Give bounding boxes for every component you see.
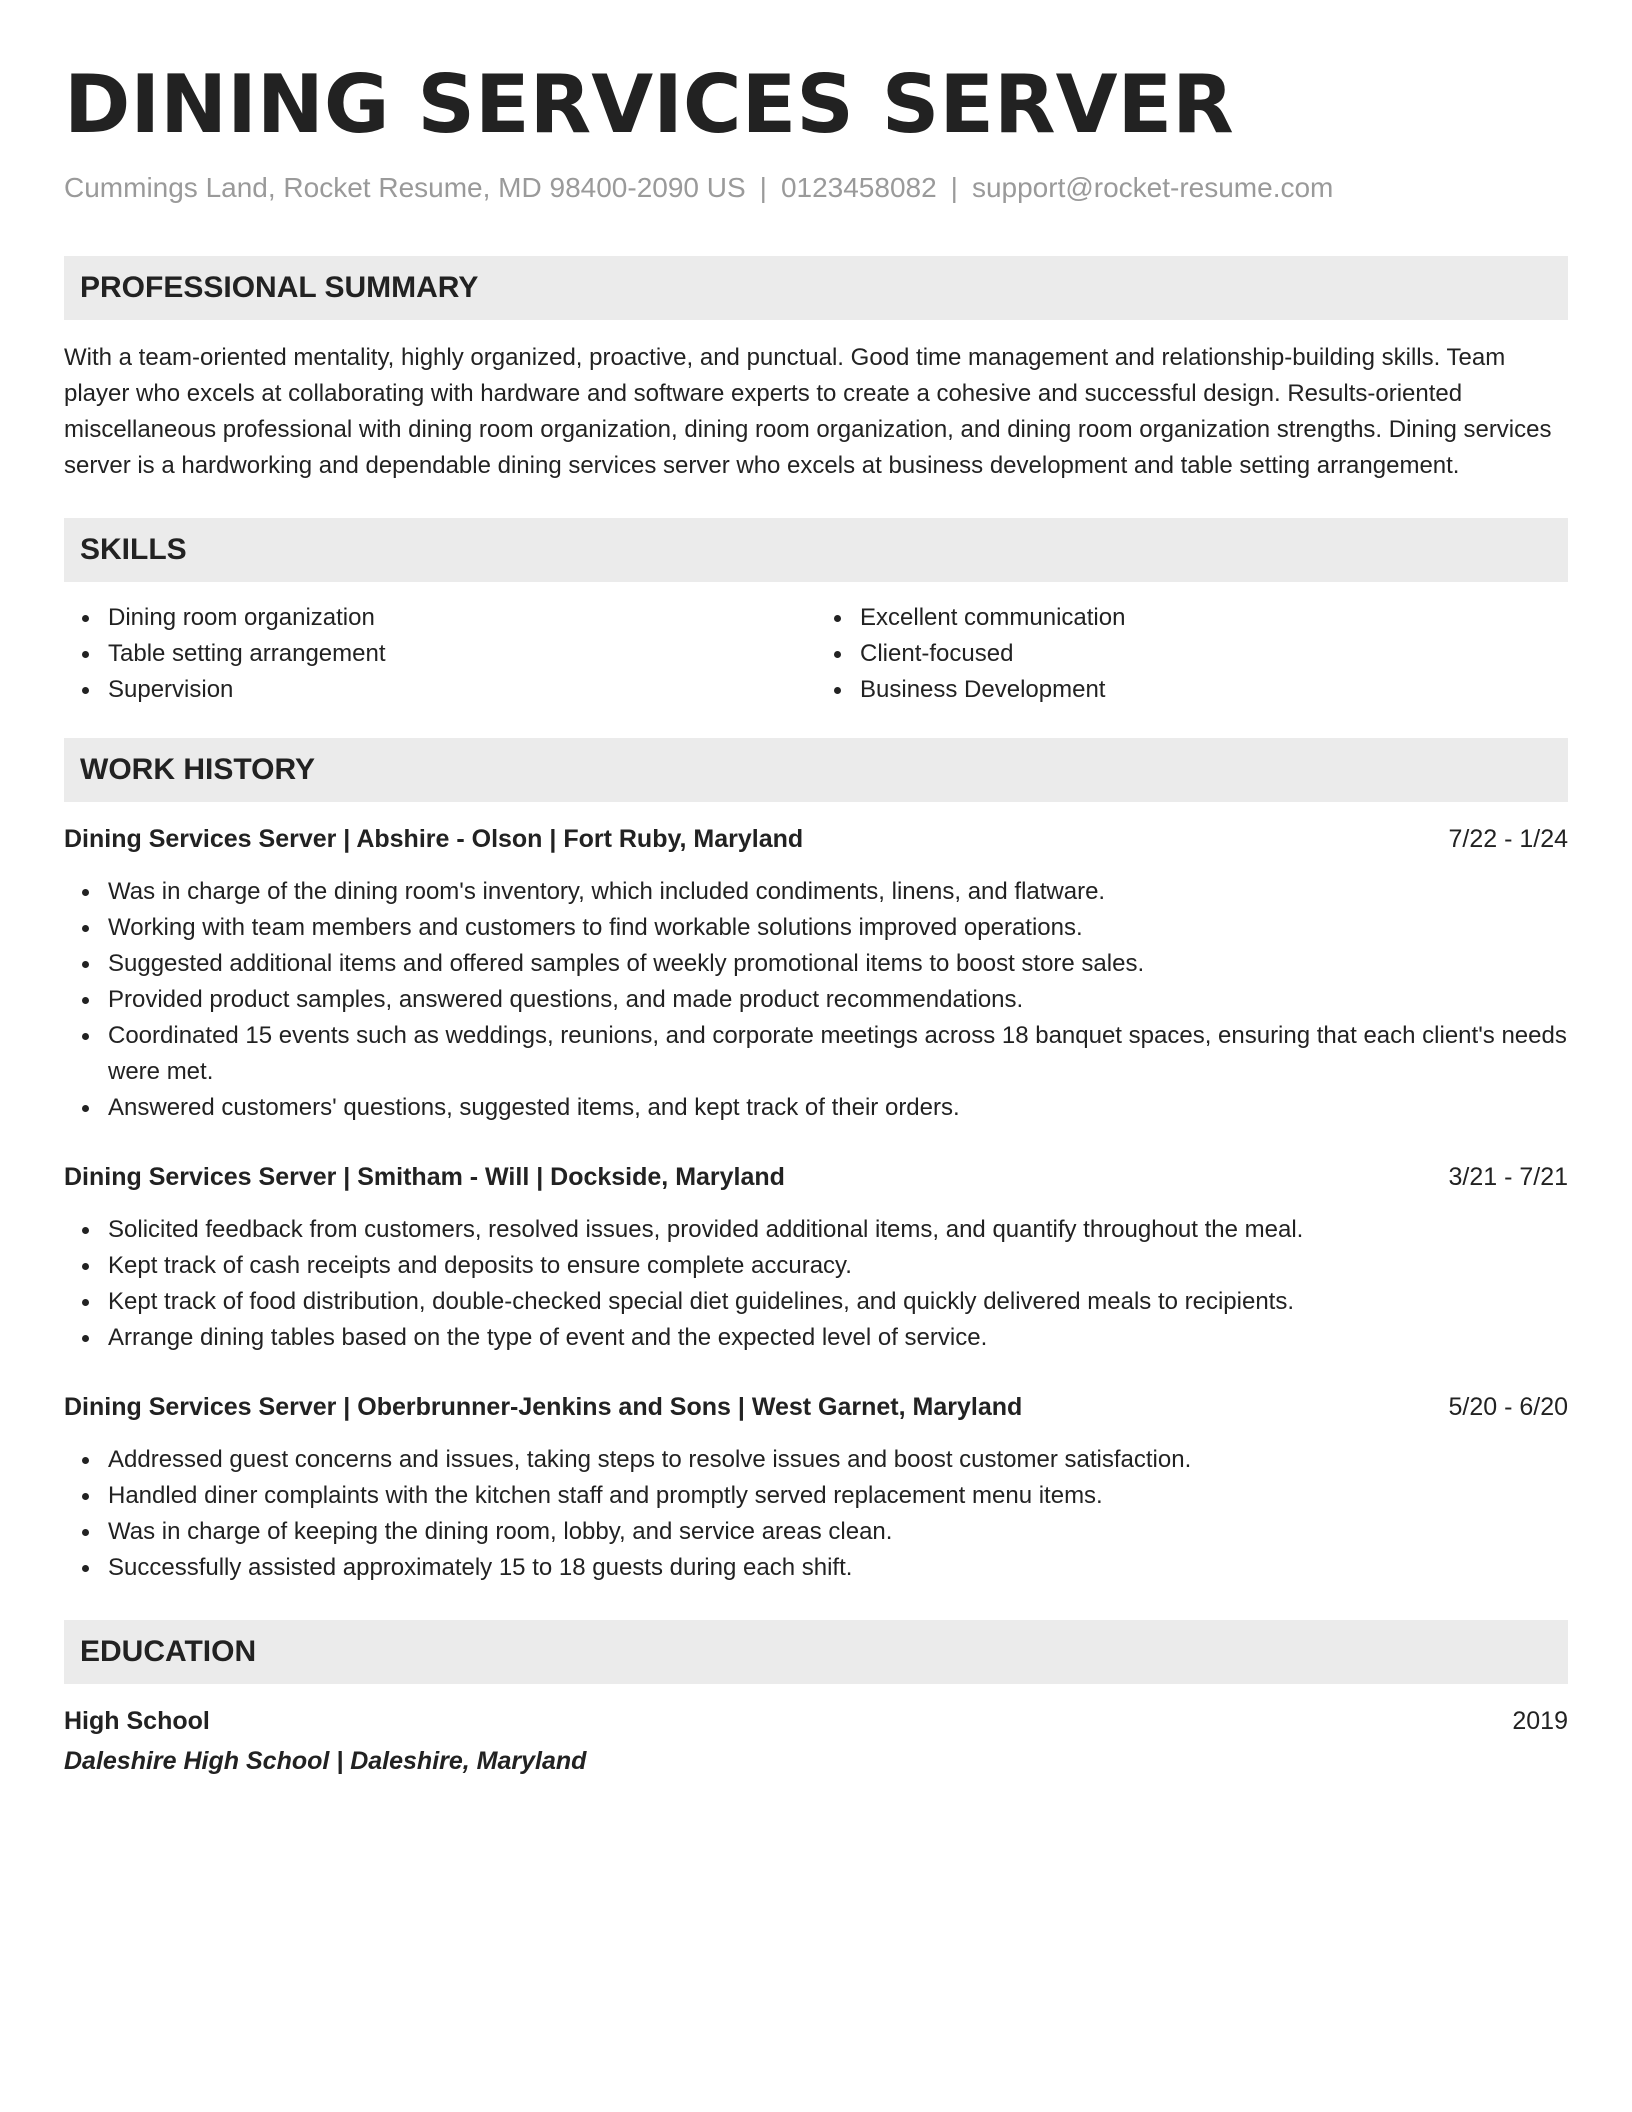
job-header — [64, 1390, 1568, 1424]
job-bullet: Working with team members and customers to find workable solutions improved operations. — [108, 910, 1568, 946]
section-heading-summary: PROFESSIONAL SUMMARY — [64, 256, 1568, 320]
job-bullet: Coordinated 15 events such as weddings, reunions, and corporate meetings across 18 banquet spaces, ensuring that each client's needs were met. — [108, 1018, 1568, 1090]
job-entry — [64, 822, 1568, 1126]
job-title: Dining Services Server | Oberbrunner-Jenkins and Sons | West Garnet, Maryland — [64, 1393, 1023, 1421]
skills-section — [64, 518, 1568, 708]
section-heading-education: EDUCATION — [64, 1620, 1568, 1684]
candidate-name: DINING SERVICES SERVER — [64, 58, 1234, 151]
contact-line — [64, 168, 1568, 208]
job-bullets — [64, 1212, 1568, 1356]
skills-column-left — [64, 600, 816, 708]
job-bullet: Was in charge of keeping the dining room, lobby, and service areas clean. — [108, 1514, 1568, 1550]
skill-item: Business Development — [860, 672, 1568, 708]
job-entry — [64, 1390, 1568, 1586]
skill-item: Table setting arrangement — [108, 636, 816, 672]
job-dates: 3/21 - 7/21 — [1448, 1163, 1568, 1191]
education-school: Daleshire High School | Daleshire, Maryland — [64, 1747, 587, 1775]
work-history-section — [64, 738, 1568, 1586]
job-bullet: Handled diner complaints with the kitchen staff and promptly served replacement menu items. — [108, 1478, 1568, 1514]
contact-address: Cummings Land, Rocket Resume, MD 98400-2090 US — [64, 172, 746, 203]
job-bullet: Was in charge of the dining room's inventory, which included condiments, linens, and flatware. — [108, 874, 1568, 910]
job-dates: 5/20 - 6/20 — [1448, 1393, 1568, 1421]
section-heading-work: WORK HISTORY — [64, 738, 1568, 802]
job-header — [64, 822, 1568, 856]
contact-phone: 0123458082 — [780, 172, 937, 203]
job-bullet: Arrange dining tables based on the type of event and the expected level of service. — [108, 1320, 1568, 1356]
skill-item: Excellent communication — [860, 600, 1568, 636]
resume-page — [64, 50, 1568, 1778]
education-degree: High School — [64, 1707, 210, 1735]
job-bullet: Successfully assisted approximately 15 to 18 guests during each shift. — [108, 1550, 1568, 1586]
job-entry — [64, 1160, 1568, 1356]
summary-text: With a team-oriented mentality, highly organized, proactive, and punctual. Good time management and relationship-building skills. Team player who excels at collaborating with hardware and software experts to create a cohesive and successful design. Results-oriented miscellaneous professional with dining room organization, dining room organization, and dining room organization strengths. Dining services server is a hardworking and dependable dining services server who excels at business development and table setting arrangement. — [64, 344, 1552, 479]
section-heading-skills: SKILLS — [64, 518, 1568, 582]
professional-summary-section — [64, 256, 1568, 484]
job-title: Dining Services Server | Smitham - Will | Dockside, Maryland — [64, 1163, 785, 1191]
contact-separator: | — [759, 172, 767, 203]
job-bullets — [64, 874, 1568, 1126]
job-bullet: Solicited feedback from customers, resolved issues, provided additional items, and quantify throughout the meal. — [108, 1212, 1568, 1248]
skill-item: Supervision — [108, 672, 816, 708]
job-bullet: Provided product samples, answered questions, and made product recommendations. — [108, 982, 1568, 1018]
job-bullet: Addressed guest concerns and issues, taking steps to resolve issues and boost customer satisfaction. — [108, 1442, 1568, 1478]
job-bullet: Kept track of cash receipts and deposits to ensure complete accuracy. — [108, 1248, 1568, 1284]
job-bullet: Suggested additional items and offered samples of weekly promotional items to boost store sales. — [108, 946, 1568, 982]
job-bullet: Answered customers' questions, suggested items, and kept track of their orders. — [108, 1090, 1568, 1126]
job-dates: 7/22 - 1/24 — [1448, 825, 1568, 853]
skill-item: Dining room organization — [108, 600, 816, 636]
skills-column-right — [816, 600, 1568, 708]
skill-item: Client-focused — [860, 636, 1568, 672]
education-header — [64, 1704, 1568, 1738]
job-bullets — [64, 1442, 1568, 1586]
contact-email: support@rocket-resume.com — [971, 172, 1334, 203]
job-bullet: Kept track of food distribution, double-checked special diet guidelines, and quickly delivered meals to recipients. — [108, 1284, 1568, 1320]
education-year: 2019 — [1512, 1707, 1568, 1735]
job-header — [64, 1160, 1568, 1194]
contact-separator: | — [950, 172, 958, 203]
skills-grid — [64, 600, 1568, 708]
job-title: Dining Services Server | Abshire - Olson | Fort Ruby, Maryland — [64, 825, 804, 853]
education-section — [64, 1620, 1568, 1778]
